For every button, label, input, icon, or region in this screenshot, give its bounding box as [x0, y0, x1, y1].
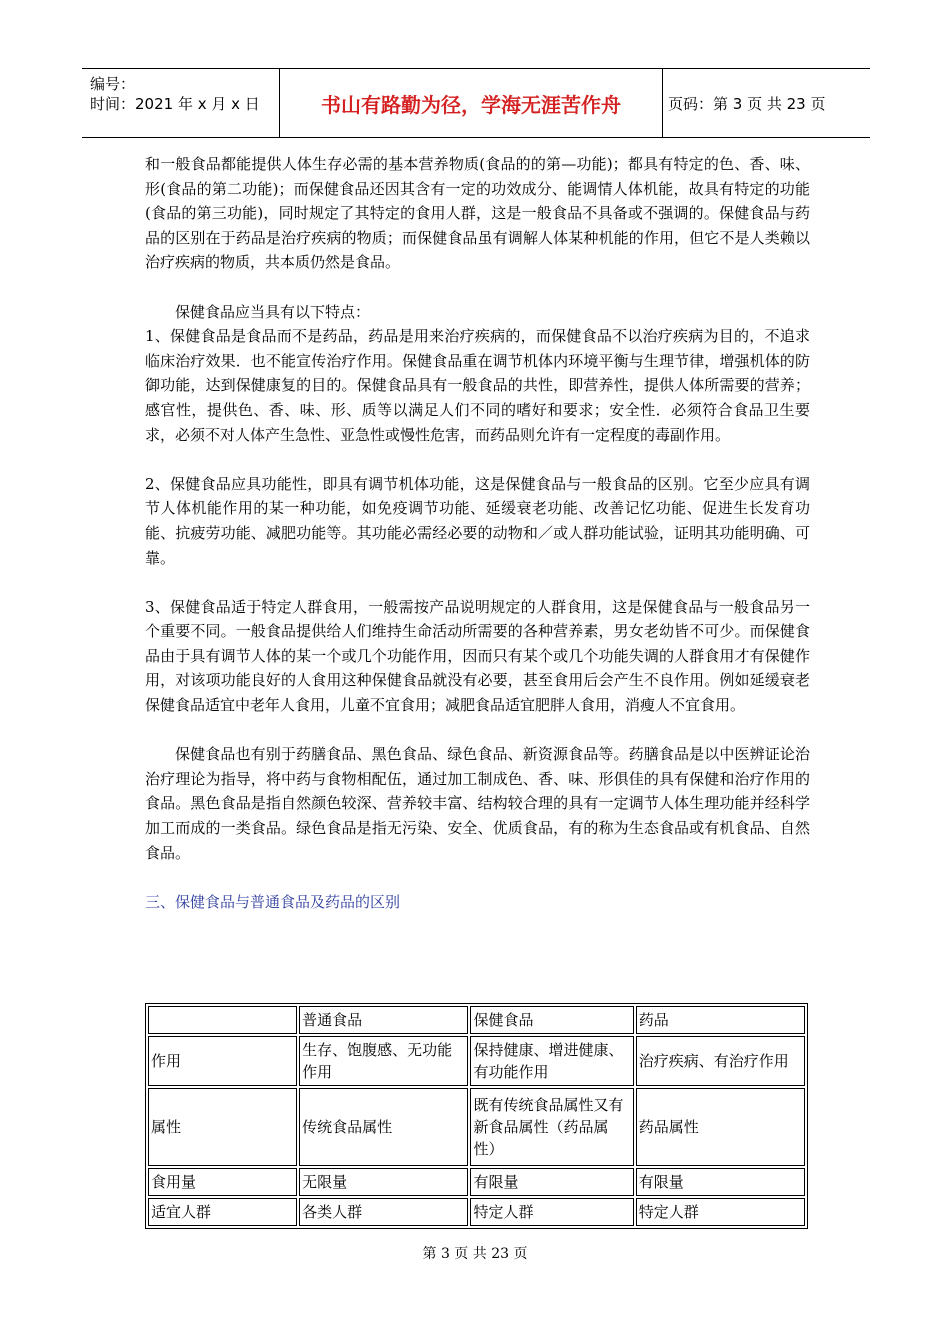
- table-cell: 治疗疾病、有治疗作用: [636, 1036, 805, 1086]
- table-cell: 传统食品属性: [299, 1088, 468, 1166]
- table-header-cell: 保健食品: [470, 1006, 633, 1034]
- doc-id-label: 编号：: [90, 75, 136, 93]
- table-cell: 特定人群: [470, 1198, 633, 1226]
- table-cell: 特定人群: [636, 1198, 805, 1226]
- table-cell: 既有传统食品属性又有新食品属性（药品属性）: [470, 1088, 633, 1166]
- paragraph: 保健食品也有别于药膳食品、黑色食品、绿色食品、新资源食品等。药膳食品是以中医辨证论治治疗理论为指导，将中药与食物相配伍，通过加工制成色、香、味、形俱佳的具有保健和治疗作用的食品。黑色食品是指自然颜色较深、营养较丰富、结构较合理的具有一定调节人体生理功能并经科学加工而成的一类食品。绿色食品是指无污染、安全、优质食品，有的称为生态食品或有机食品、自然食品。: [145, 745, 810, 862]
- table-header-cell: [148, 1006, 297, 1034]
- table-cell: 保持健康、增进健康、有功能作用: [470, 1036, 633, 1086]
- table-row: [148, 1036, 805, 1086]
- page-footer: 第 3 页 共 23 页: [422, 1246, 528, 1262]
- section-heading: 三、保健食品与普通食品及药品的区别: [145, 892, 401, 911]
- table-cell: 各类人群: [299, 1198, 468, 1226]
- document-body: [145, 152, 810, 914]
- paragraph: 保健食品应当具有以下特点：: [175, 302, 371, 321]
- table-cell: 有限量: [636, 1168, 805, 1196]
- page-header: [82, 68, 870, 138]
- table-cell: 食用量: [148, 1168, 297, 1196]
- header-meta: [82, 69, 278, 137]
- table-cell: 无限量: [299, 1168, 468, 1196]
- paragraph: 2、保健食品应具功能性，即具有调节机体功能，这是保健食品与一般食品的区别。它至少应具有调节人体机能作用的某一种功能，如免疫调节功能、延缓衰老功能、改善记忆功能、促进生长发育功能、抗疲劳功能、减肥功能等。其功能必需经必要的动物和／或人群功能试验，证明其功能明确、可靠。: [145, 474, 810, 567]
- table-header-cell: 普通食品: [299, 1006, 468, 1034]
- table-cell: 药品属性: [636, 1088, 805, 1166]
- comparison-table: [145, 1003, 808, 1229]
- paragraph: 1、保健食品是食品而不是药品，药品是用来治疗疾病的，而保健食品不以治疗疾病为目的，不追求临床治疗效果．也不能宣传治疗作用。保健食品重在调节机体内环境平衡与生理节律，增强机体的防御功能，达到保健康复的目的。保健食品具有一般食品的共性，即营养性，提供人体所需要的营养；感官性，提供色、香、味、形、质等以满足人们不同的嗜好和要求；安全性．必须符合食品卫生要求，必须不对人体产生急性、亚急性或慢性危害，而药品则允许有一定程度的毒副作用。: [145, 327, 810, 444]
- table-row: [148, 1088, 805, 1166]
- table-cell: 作用: [148, 1036, 297, 1086]
- table-cell: 有限量: [470, 1168, 633, 1196]
- header-motto: 书山有路勤为径，学海无涯苦作舟: [279, 69, 663, 137]
- table-row: [148, 1198, 805, 1226]
- table-cell: 适宜人群: [148, 1198, 297, 1226]
- doc-time-label: 时间：2021 年 x 月 x 日: [90, 95, 260, 113]
- table-header-row: [148, 1006, 805, 1034]
- paragraph: 3、保健食品适于特定人群食用，一般需按产品说明规定的人群食用，这是保健食品与一般食品另一个重要不同。一般食品提供给人们维持生命活动所需要的各种营养素，男女老幼皆不可少。而保健食品由于具有调节人体的某一个或几个功能作用，因而只有某个或几个功能失调的人群食用才有保健作用，对该项功能良好的人食用这种保健食品就没有必要，甚至食用后会产生不良作用。例如延缓衰老保健食品适宜中老年人食用，儿童不宜食用；减肥食品适宜肥胖人食用，消瘦人不宜食用。: [145, 597, 810, 715]
- table-row: [148, 1168, 805, 1196]
- paragraph: 和一般食品都能提供人体生存必需的基本营养物质(食品的的第—功能)；都具有特定的色、香、味、形(食品的第二功能)；而保健食品还因其含有一定的功效成分、能调情人体机能，故具有特定的功能(食品的第三功能)，同时规定了其特定的食用人群，这是一般食品不具备或不强调的。保健食品与药品的区别在于药品是治疗疾病的物质；而保健食品虽有调解人体某种机能的作用，但它不是人类赖以治疗疾病的物质，共本质仍然是食品。: [145, 155, 810, 272]
- table-header-cell: 药品: [636, 1006, 805, 1034]
- header-page-label: 页码：第 3 页 共 23 页: [668, 94, 826, 113]
- table-cell: 属性: [148, 1088, 297, 1166]
- table-cell: 生存、饱腹感、无功能作用: [299, 1036, 468, 1086]
